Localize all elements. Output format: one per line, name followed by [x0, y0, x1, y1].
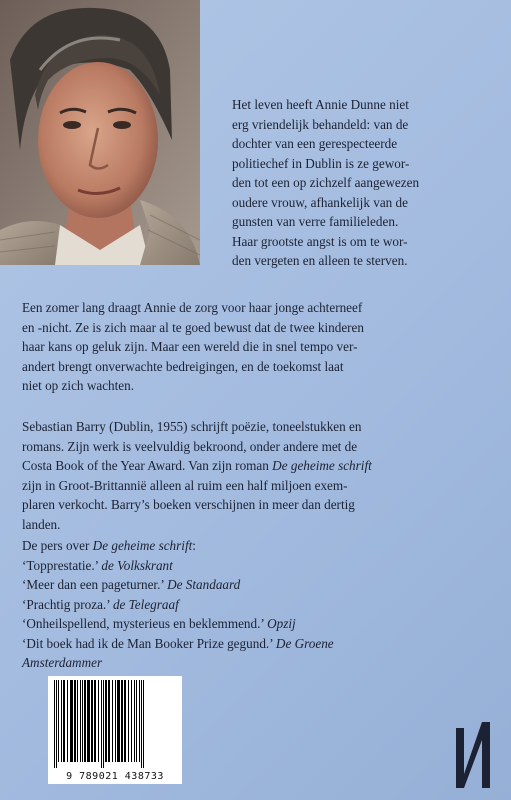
quote-text: ‘Onheilspellend, mysterieus en beklemmend.’	[22, 616, 264, 631]
intro-paragraph	[232, 95, 500, 271]
barcode-bar	[121, 680, 123, 762]
quote-source-continued: Amsterdammer	[22, 655, 103, 670]
author-bio-paragraph	[22, 417, 490, 534]
barcode-bar	[136, 680, 137, 762]
bio-text: Costa Book of the Year Award. Van zijn roman	[22, 458, 269, 473]
intro-line: den vergeten en alleen te sterven.	[232, 253, 408, 268]
publisher-logo	[452, 718, 496, 790]
barcode-bar	[87, 680, 90, 762]
barcode-bars	[48, 676, 182, 770]
barcode	[48, 676, 182, 772]
intro-line: oudere vrouw, afhankelijk van de	[232, 194, 409, 210]
press-quote	[22, 575, 490, 595]
summary-line: niet op zich wachten.	[22, 378, 135, 393]
summary-line: Een zomer lang draagt Annie de zorg voor haar jonge achterneef	[22, 300, 363, 315]
press-book-title: De geheime schrift	[92, 538, 193, 553]
barcode-bar	[91, 680, 93, 762]
press-quotes	[22, 536, 490, 673]
quote-source: De Groene	[275, 635, 334, 651]
barcode-bar	[105, 680, 107, 762]
press-heading	[22, 536, 490, 556]
intro-line: dochter van een gerespecteerde	[232, 136, 398, 151]
barcode-bar	[134, 680, 135, 762]
quote-source: De Standaard	[167, 577, 241, 592]
intro-line: den tot een op zichzelf aangewezen	[232, 175, 420, 190]
press-intro-text: De pers over	[22, 538, 90, 553]
barcode-bar	[54, 680, 55, 768]
barcode-bar	[84, 680, 86, 762]
barcode-bar	[63, 680, 65, 762]
press-quote	[22, 614, 490, 634]
book-title: De geheime schrift	[272, 458, 372, 473]
bio-line: plaren verkocht. Barry’s boeken verschijnen in meer dan dertig	[22, 497, 355, 512]
bio-line: Sebastian Barry (Dublin, 1955) schrijft poëzie, toneelstukken en	[22, 419, 362, 434]
barcode-bar	[61, 680, 62, 762]
barcode-bar	[98, 680, 99, 762]
quote-text: ‘Dit boek had ik de Man Booker Prize gegund.’	[22, 635, 273, 651]
quote-text: ‘Topprestatie.’	[22, 557, 99, 573]
isbn-number: 9 789021 438733	[48, 770, 182, 784]
intro-line: politiechef in Dublin is ze gewor-	[232, 155, 410, 171]
barcode-bar	[128, 680, 129, 762]
barcode-bar	[124, 680, 126, 762]
barcode-bar	[67, 680, 68, 762]
barcode-bar	[70, 680, 73, 762]
barcode-bar	[56, 680, 57, 768]
barcode-bar	[58, 680, 59, 762]
barcode-bar	[108, 680, 110, 762]
author-photo	[0, 0, 200, 265]
barcode-bar	[117, 680, 120, 762]
barcode-bar	[94, 680, 96, 762]
barcode-bar	[101, 680, 102, 768]
bio-line: zijn in Groot-Brittannië alleen al ruim een half miljoen exem-	[22, 477, 348, 493]
press-intro-colon: :	[192, 538, 196, 553]
barcode-bar	[82, 680, 83, 762]
summary-line: andert brengt onverwachte bedreigingen, en de toekomst laat	[22, 358, 344, 374]
intro-line: erg vriendelijk behandeld: van de	[232, 116, 409, 132]
author-portrait-image	[0, 0, 200, 265]
summary-line: en -nicht. Ze is zich maar al te goed bewust dat de twee kinderen	[22, 319, 365, 335]
barcode-bar	[131, 680, 132, 762]
barcode-bar	[103, 680, 104, 768]
barcode-bar	[77, 680, 78, 762]
bio-line	[22, 456, 490, 476]
barcode-bar	[74, 680, 76, 762]
barcode-bar	[141, 680, 142, 768]
quote-source: de Telegraaf	[112, 596, 179, 612]
quote-source: de Volkskrant	[101, 557, 173, 573]
quote-source: Opzij	[267, 616, 296, 631]
intro-line: gunsten van verre familieleden.	[232, 214, 399, 229]
bio-line: landen.	[22, 516, 61, 532]
barcode-bar	[80, 680, 81, 762]
quote-text: ‘Meer dan een pageturner.’	[22, 577, 164, 592]
barcode-bar	[143, 680, 144, 768]
summary-paragraph	[22, 298, 490, 396]
barcode-bar	[115, 680, 116, 762]
intro-line: Haar grootste angst is om te wor-	[232, 233, 408, 249]
press-quote	[22, 634, 490, 654]
bio-line: romans. Zijn werk is veelvuldig bekroond, onder andere met de	[22, 438, 358, 454]
press-quote	[22, 556, 490, 576]
barcode-bar	[139, 680, 140, 762]
barcode-bar	[112, 680, 113, 762]
quote-text: ‘Prachtig proza.’	[22, 596, 110, 612]
intro-line: Het leven heeft Annie Dunne niet	[232, 97, 409, 112]
summary-line: haar kans op geluk zijn. Maar een wereld die in snel tempo ver-	[22, 339, 358, 354]
press-quote	[22, 595, 490, 615]
